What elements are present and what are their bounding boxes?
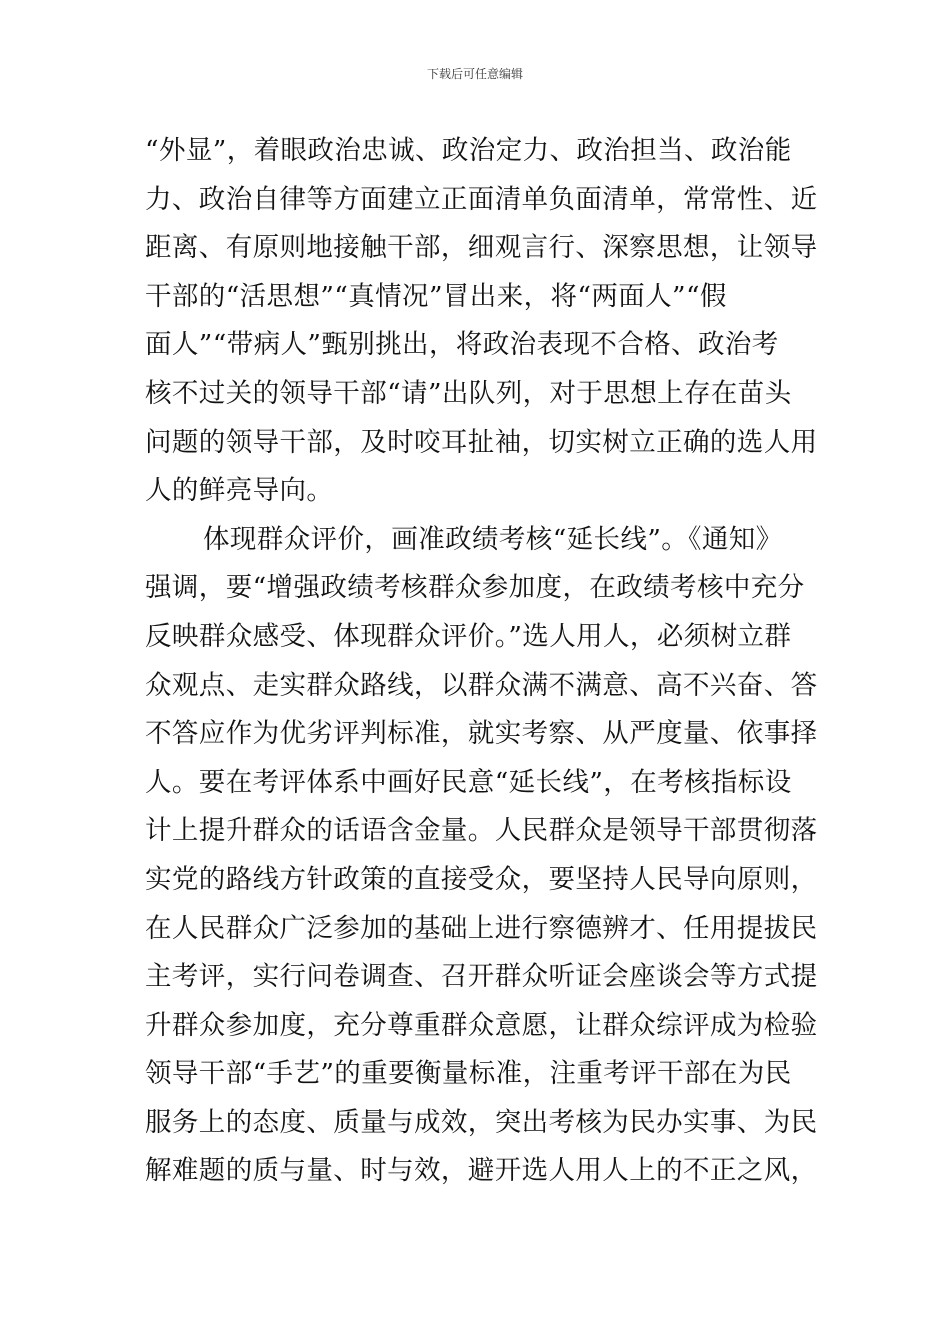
text-line: 面人”“带病人”甄别挑出，将政治表现不合格、政治考 bbox=[145, 329, 779, 361]
text-line: 主考评，实行问卷调查、召开群众听证会座谈会等方式提 bbox=[145, 961, 818, 993]
text-line: “外显”，着眼政治忠诚、政治定力、政治担当、政治能 bbox=[145, 135, 792, 166]
text-line: 领导干部“手艺”的重要衡量标准，注重考评干部在为民 bbox=[145, 1058, 792, 1090]
text-line: 众观点、走实群众路线，以群众满不满意、高不兴奋、答 bbox=[145, 669, 818, 701]
text-line: 干部的“活思想”“真情况”冒出来，将“两面人”“假 bbox=[145, 280, 727, 312]
text-line: 计上提升群众的话语含金量。人民群众是领导干部贯彻落 bbox=[145, 815, 818, 847]
text-line: 距离、有原则地接触干部，细观言行、深察思想，让领导 bbox=[145, 232, 818, 264]
document-body bbox=[145, 127, 818, 1196]
text-line: 实党的路线方针政策的直接受众，要坚持人民导向原则， bbox=[145, 863, 818, 895]
text-line: 服务上的态度、质量与成效，突出考核为民办实事、为民 bbox=[145, 1106, 818, 1138]
text-line: 强调，要“增强政绩考核群众参加度，在政绩考核中充分 bbox=[145, 572, 805, 604]
paragraph-start-line: 体现群众评价，画准政绩考核“延长线”。《通知》 bbox=[203, 523, 783, 555]
text-line: 在人民群众广泛参加的基础上进行察德辨才、任用提拔民 bbox=[145, 912, 818, 944]
text-line: 反映群众感受、体现群众评价。”选人用人，必须树立群 bbox=[145, 620, 792, 652]
text-line: 解难题的质与量、时与效，避开选人用人上的不正之风， bbox=[145, 1155, 818, 1187]
text-line: 不答应作为优劣评判标准，就实考察、从严度量、依事择 bbox=[145, 718, 818, 750]
text-line: 力、政治自律等方面建立正面清单负面清单，常常性、近 bbox=[145, 183, 818, 215]
text-line: 人的鲜亮导向。 bbox=[145, 475, 334, 507]
page-header: 下载后可任意编辑 bbox=[426, 67, 523, 81]
text-line: 问题的领导干部，及时咬耳扯袖，切实树立正确的选人用 bbox=[145, 426, 818, 458]
text-line: 升群众参加度，充分尊重群众意愿，让群众综评成为检验 bbox=[145, 1009, 818, 1041]
text-line: 核不过关的领导干部“请”出队列，对于思想上存在苗头 bbox=[145, 377, 792, 409]
text-line: 人。要在考评体系中画好民意“延长线”，在考核指标设 bbox=[145, 766, 792, 798]
